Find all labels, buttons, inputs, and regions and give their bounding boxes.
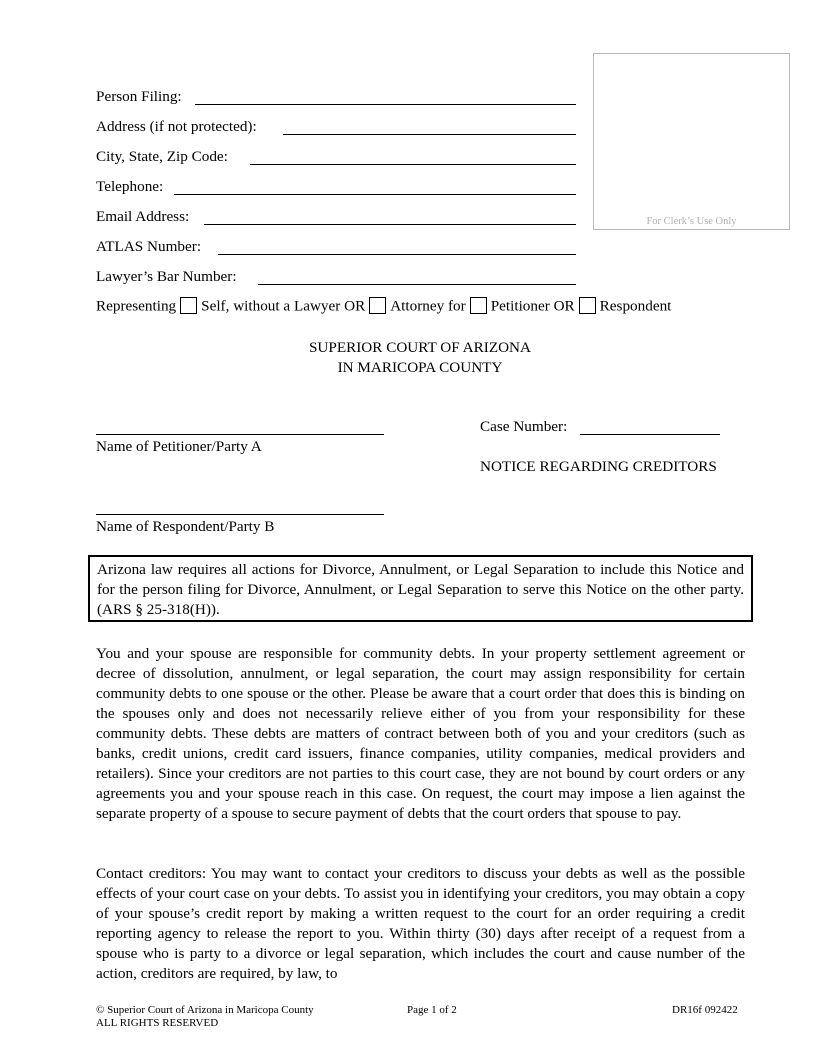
document-title: NOTICE REGARDING CREDITORS <box>480 458 717 475</box>
statute-notice-text: Arizona law requires all actions for Divorce, Annulment, or Legal Separation to include this Notice and for the person filing for Divorce, Annulment, or Legal Separation to serve this Notice on the other party. (ARS § 25-318(H)). <box>97 561 744 618</box>
court-name-line1: SUPERIOR COURT OF ARIZONA <box>308 339 531 356</box>
footer-form-code: DR16f 092422 <box>672 1004 738 1016</box>
petitioner-name-input[interactable] <box>96 434 384 435</box>
respondent-option-label: Respondent <box>599 297 672 315</box>
statute-notice-box <box>88 555 753 622</box>
bar-number-label: Lawyer’s Bar Number: <box>96 268 237 285</box>
bar-number-input[interactable] <box>258 284 576 285</box>
self-checkbox[interactable] <box>180 297 197 314</box>
court-name-line2: IN MARICOPA COUNTY <box>337 359 503 376</box>
petitioner-label: Name of Petitioner/Party A <box>96 438 262 455</box>
clerk-use-box <box>593 53 790 230</box>
petitioner-option-label: Petitioner OR <box>490 297 575 315</box>
respondent-label: Name of Respondent/Party B <box>96 518 275 535</box>
address-input[interactable] <box>283 134 576 135</box>
clerk-use-label: For Clerk’s Use Only <box>646 216 737 227</box>
community-debts-paragraph: You and your spouse are responsible for community debts. In your property settlement agreement or decree of dissolution, annulment, or legal separation, the court may assign responsibility for certain community debts to one spouse or the other. Please be aware that a court order that does this is binding on the spouses only and does not necessarily relieve either of you from your responsibility for these community debts. These debts are matters of contract between both of you and your creditors (such as banks, credit unions, credit card issuers, finance companies, utility companies, medical providers and retailers). Since your creditors are not parties to this court case, they are not bound by court orders or any agreements you and your spouse reach in this case. On request, the court may impose a lien against the separate property of a spouse to secure payment of debts that the court orders that spouse to pay. <box>96 645 745 822</box>
self-option-label: Self, without a Lawyer OR <box>201 297 366 315</box>
city-state-zip-input[interactable] <box>250 164 576 165</box>
respondent-checkbox[interactable] <box>579 297 596 314</box>
attorney-option-label: Attorney for <box>390 297 466 315</box>
email-input[interactable] <box>204 224 576 225</box>
footer-copyright: © Superior Court of Arizona in Maricopa County <box>96 1004 314 1016</box>
case-number-label: Case Number: <box>480 418 568 435</box>
telephone-input[interactable] <box>174 194 576 195</box>
person-filing-label: Person Filing: <box>96 88 182 105</box>
attorney-checkbox[interactable] <box>369 297 386 314</box>
email-label: Email Address: <box>96 208 190 225</box>
footer-rights: ALL RIGHTS RESERVED <box>96 1017 219 1029</box>
atlas-number-input[interactable] <box>218 254 576 255</box>
case-number-input[interactable] <box>580 434 720 435</box>
city-state-zip-label: City, State, Zip Code: <box>96 148 228 165</box>
person-filing-input[interactable] <box>195 104 576 105</box>
representing-row <box>96 296 766 317</box>
petitioner-checkbox[interactable] <box>470 297 487 314</box>
respondent-name-input[interactable] <box>96 514 384 515</box>
atlas-number-label: ATLAS Number: <box>96 238 202 255</box>
telephone-label: Telephone: <box>96 178 164 195</box>
representing-label: Representing <box>96 297 177 315</box>
address-label: Address (if not protected): <box>96 118 257 135</box>
footer-page-number: Page 1 of 2 <box>407 1004 457 1016</box>
contact-creditors-paragraph: Contact creditors: You may want to contact your creditors to discuss your debts as well as the possible effects of your court case on your debts. To assist you in identifying your creditors, you may obtain a copy of your spouse’s credit report by making a written request to the court for an order requiring a credit reporting agency to release the report to you. Within thirty (30) days after receipt of a request from a spouse who is party to a divorce or legal separation, which includes the court and cause number of the action, creditors are required, by law, to <box>96 865 745 982</box>
